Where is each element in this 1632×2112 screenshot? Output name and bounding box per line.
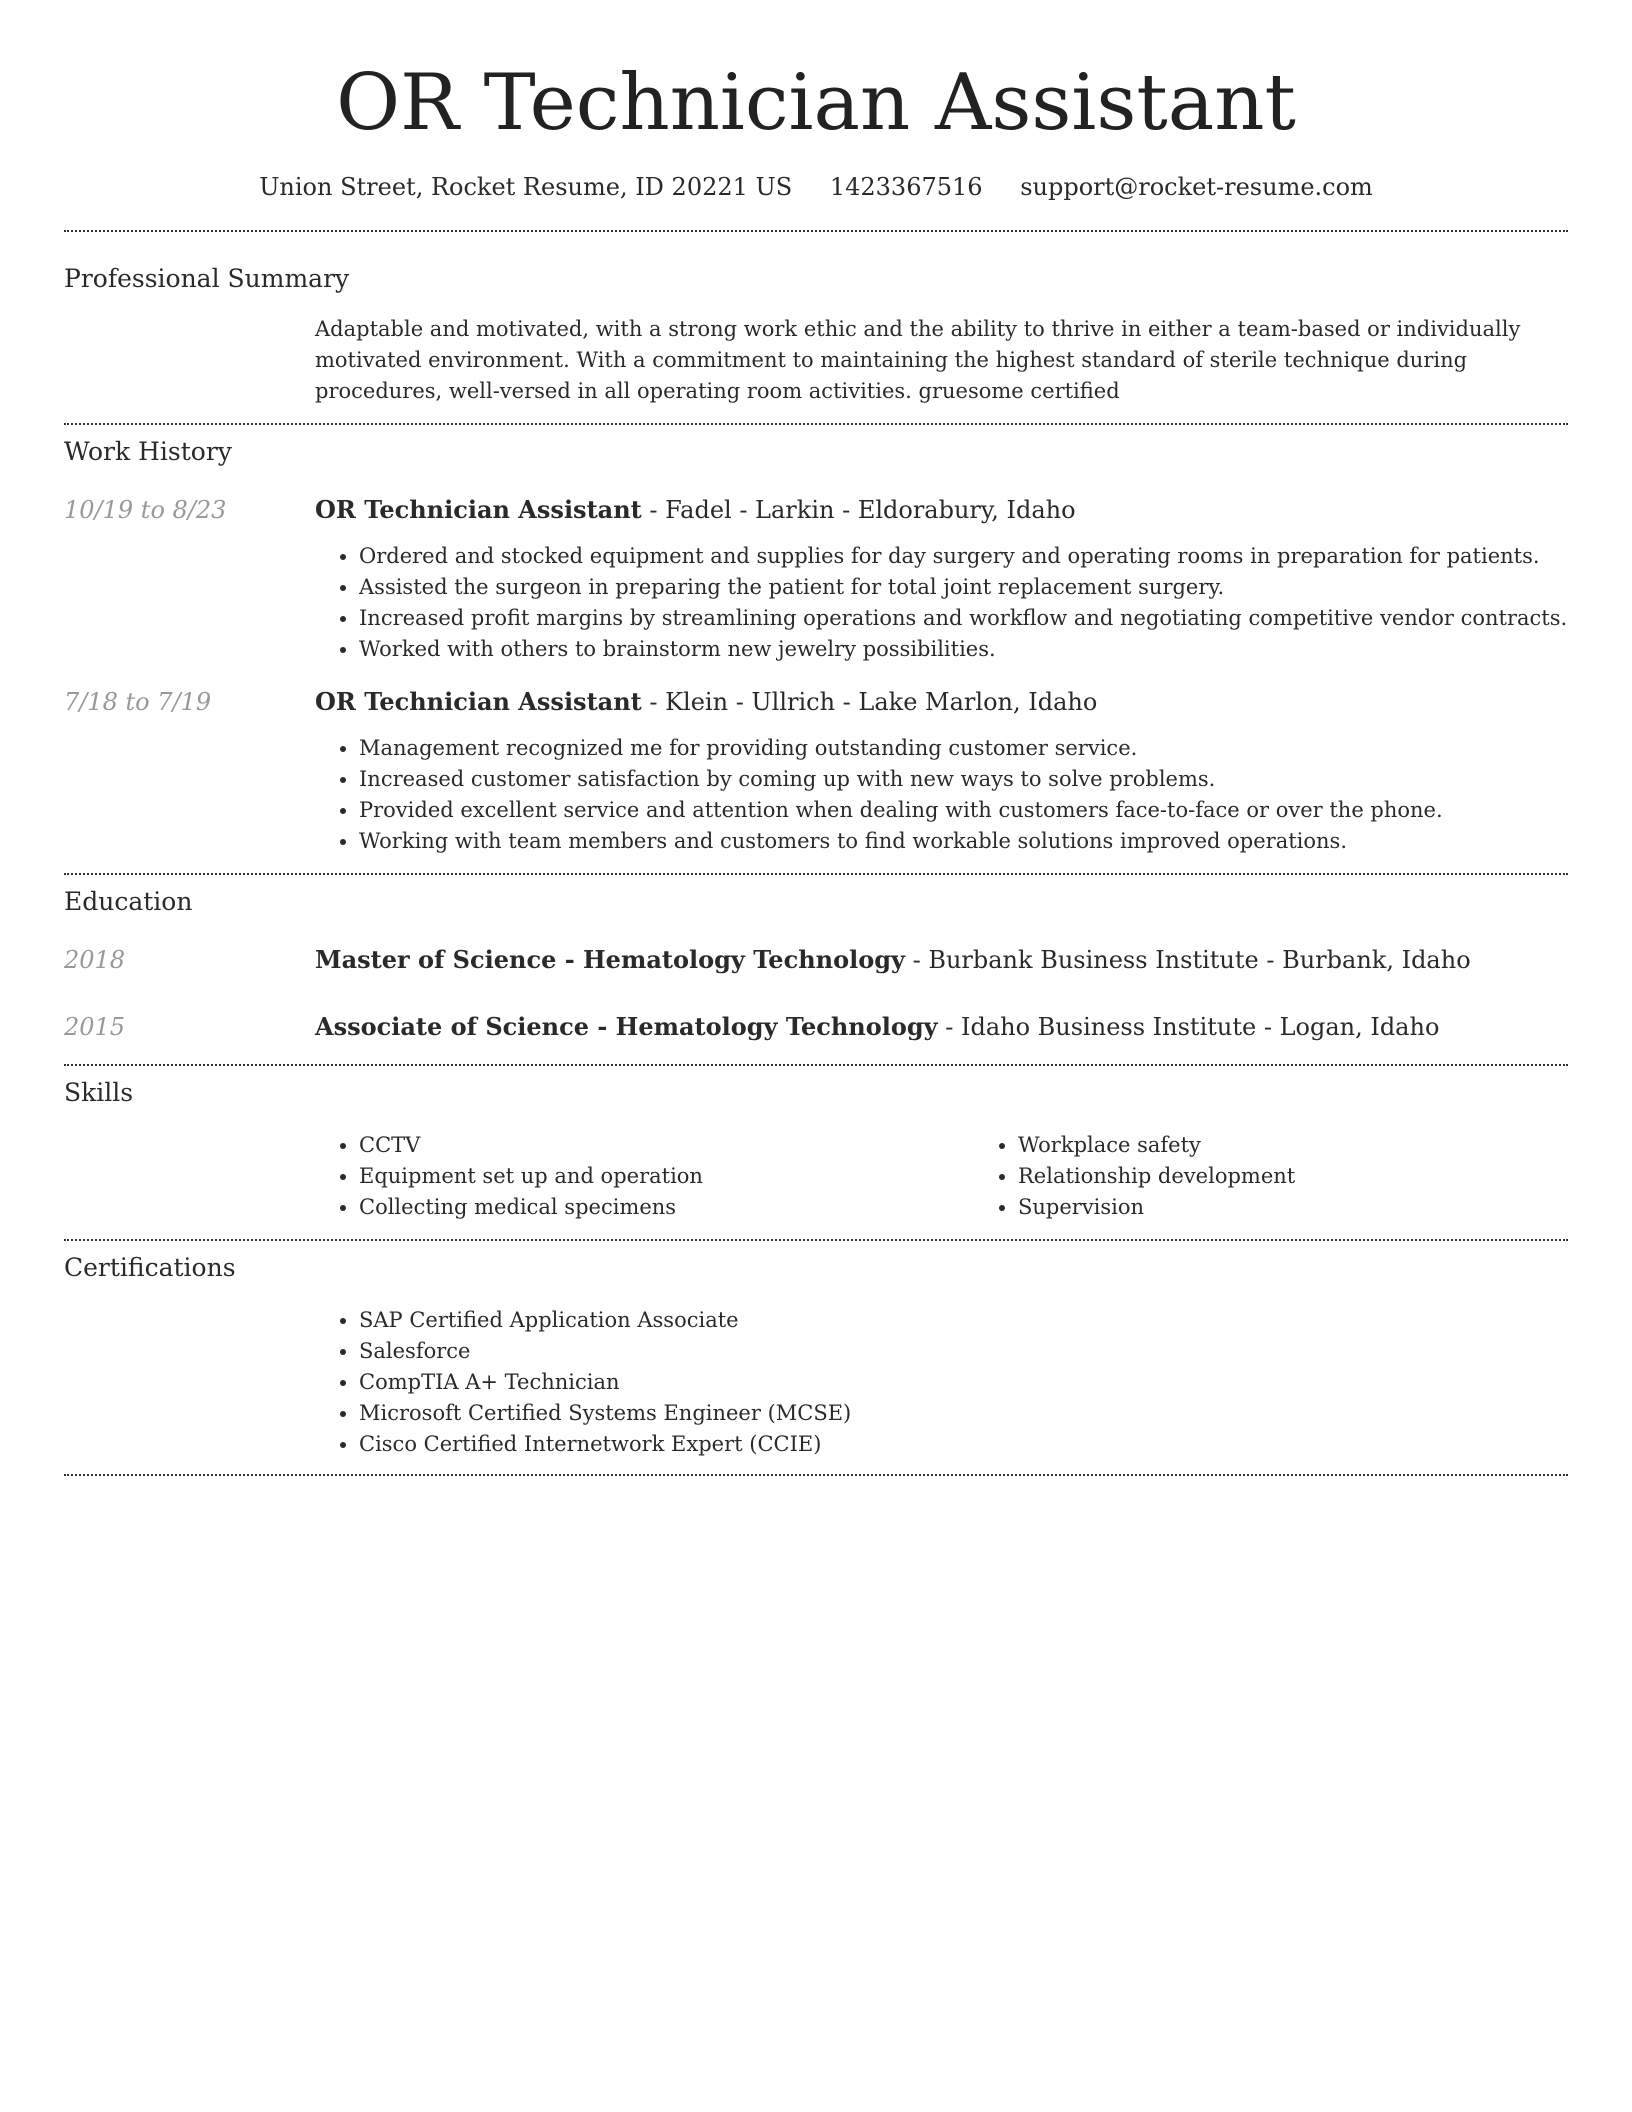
list-item: • Cisco Certified Internetwork Expert (CCIE) — [359, 1429, 1568, 1460]
summary-row — [64, 314, 1568, 407]
education-details: - Idaho Business Institute - Logan, Idaho — [937, 1013, 1440, 1041]
education-details: - Burbank Business Institute - Burbank, Idaho — [904, 946, 1471, 974]
list-item: • Assisted the surgeon in preparing the patient for total joint replacement surgery. — [359, 572, 1568, 603]
list-item: • Working with team members and customers to find workable solutions improved operations. — [359, 826, 1568, 857]
skills-grid — [315, 1130, 1632, 1223]
contact-email: support@rocket-resume.com — [1020, 173, 1373, 201]
skills-list-right — [974, 1130, 1632, 1223]
list-item: • Collecting medical specimens — [359, 1192, 974, 1223]
job-bullets — [315, 733, 1568, 857]
work-history-section — [64, 425, 1568, 857]
list-item: • Supervision — [1018, 1192, 1632, 1223]
certifications-row — [64, 1305, 1568, 1460]
contact-phone: 1423367516 — [829, 173, 983, 201]
job-details: - Fadel - Larkin - Eldorabury, Idaho — [641, 496, 1076, 524]
list-item: • CompTIA A+ Technician — [359, 1367, 1568, 1398]
certifications-body — [315, 1305, 1568, 1460]
list-item: • Management recognized me for providing outstanding customer service. — [359, 733, 1568, 764]
contact-line — [64, 170, 1568, 204]
certifications-list — [315, 1305, 1568, 1460]
section-title-skills: Skills — [64, 1078, 134, 1107]
list-item: • Microsoft Certified Systems Engineer (MCSE) — [359, 1398, 1568, 1429]
job-details: - Klein - Ullrich - Lake Marlon, Idaho — [641, 688, 1098, 716]
resume-header — [64, 48, 1568, 204]
education-entry — [64, 1010, 1568, 1044]
job-body — [315, 493, 1568, 665]
list-item: • Ordered and stocked equipment and supplies for day surgery and operating rooms in preparation for patients. — [359, 541, 1568, 572]
education-degree: Associate of Science - Hematology Technology — [315, 1012, 938, 1041]
job-title-line — [315, 493, 1568, 527]
job-title-line — [315, 685, 1568, 719]
job-dates: 10/19 to 8/23 — [64, 496, 227, 524]
list-item: • SAP Certified Application Associate — [359, 1305, 1568, 1336]
list-item: • Provided excellent service and attention when dealing with customers face-to-face or over the phone. — [359, 795, 1568, 826]
education-line — [315, 1010, 1568, 1044]
education-line — [315, 943, 1568, 977]
list-item: • Increased customer satisfaction by coming up with new ways to solve problems. — [359, 764, 1568, 795]
job-dates: 7/18 to 7/19 — [64, 688, 212, 716]
job-role: OR Technician Assistant — [315, 687, 642, 716]
list-item: • CCTV — [359, 1130, 974, 1161]
contact-address: Union Street, Rocket Resume, ID 20221 US — [259, 173, 793, 201]
list-item: • Relationship development — [1018, 1161, 1632, 1192]
list-item: • Increased profit margins by streamlining operations and workflow and negotiating competitive vendor contracts. — [359, 603, 1568, 634]
divider — [64, 1474, 1568, 1476]
education-section — [64, 875, 1568, 1044]
job-entry — [64, 685, 1568, 857]
skills-row — [64, 1130, 1568, 1223]
summary-text: Adaptable and motivated, with a strong work ethic and the ability to thrive in either a team-based or individually motivated environment. With a commitment to maintaining the highest standard of sterile technique during procedures, well-versed in all operating room activities. gruesome certified — [315, 317, 1521, 403]
education-degree: Master of Science - Hematology Technology — [315, 945, 905, 974]
education-year: 2015 — [64, 1013, 126, 1041]
job-role: OR Technician Assistant — [315, 495, 642, 524]
section-title-summary: Professional Summary — [64, 264, 350, 293]
summary-section — [64, 232, 1568, 407]
education-entry — [64, 943, 1568, 977]
section-title-education: Education — [64, 887, 193, 916]
certifications-section — [64, 1241, 1568, 1460]
section-title-work-history: Work History — [64, 437, 232, 466]
skills-list-left — [315, 1130, 974, 1223]
list-item: • Equipment set up and operation — [359, 1161, 974, 1192]
education-year: 2018 — [64, 946, 126, 974]
section-title-certifications: Certifications — [64, 1253, 236, 1282]
job-entry — [64, 493, 1568, 665]
list-item: • Worked with others to brainstorm new jewelry possibilities. — [359, 634, 1568, 665]
skills-section — [64, 1066, 1568, 1223]
list-item: • Workplace safety — [1018, 1130, 1632, 1161]
candidate-name: OR Technician Assistant — [336, 58, 1296, 148]
list-item: • Salesforce — [359, 1336, 1568, 1367]
job-body — [315, 685, 1568, 857]
job-bullets — [315, 541, 1568, 665]
